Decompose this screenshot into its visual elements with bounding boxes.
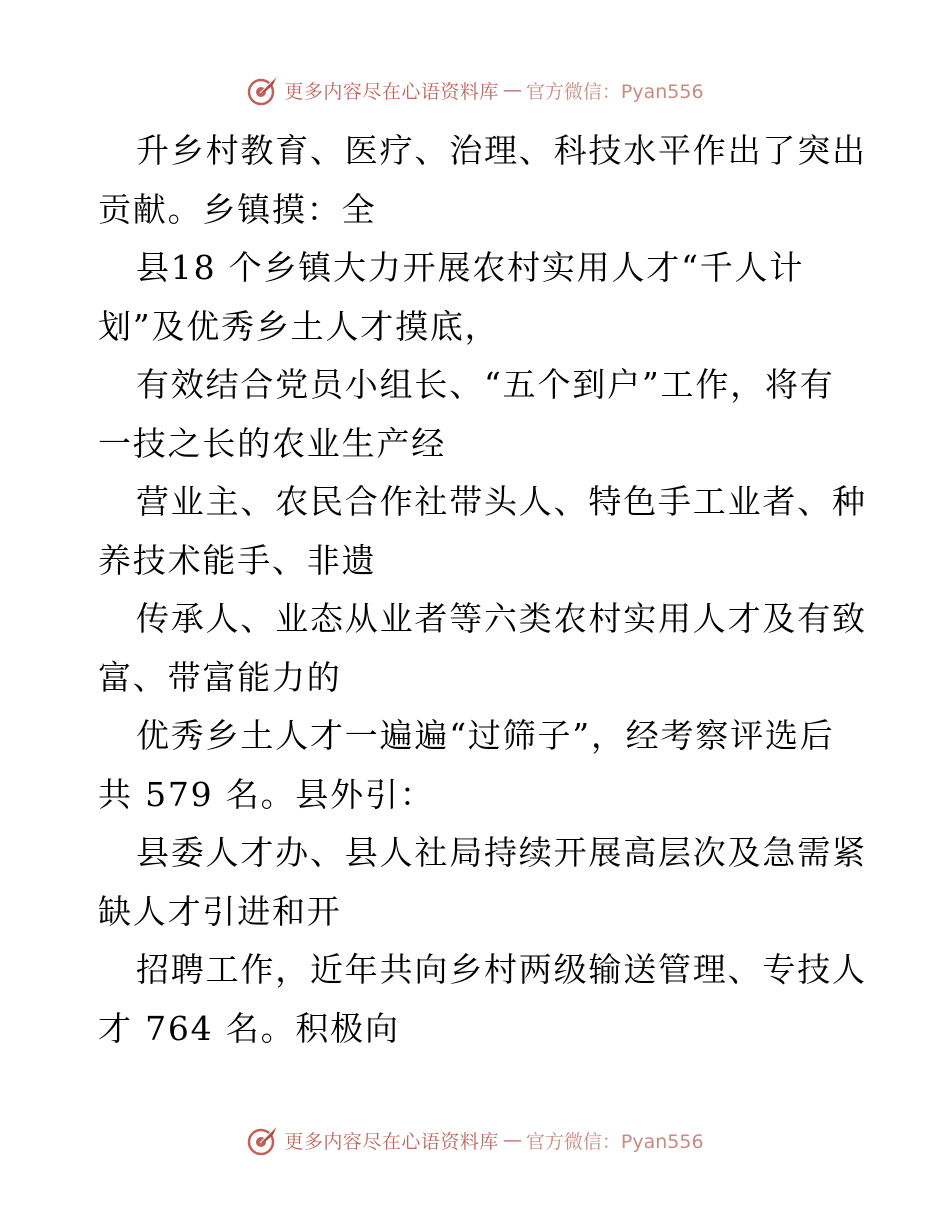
- text-line: 贡献。乡镇摸：全: [98, 189, 377, 229]
- quill-logo-icon: [246, 73, 280, 107]
- text-line: 有效结合党员小组长、“五个到户”工作，将有: [136, 365, 835, 404]
- wechat-contact: 官方微信：Pyan556: [525, 1130, 704, 1153]
- watermark-banner: [246, 73, 703, 107]
- text-line: 缺人才引进和开: [98, 891, 342, 931]
- text-line: 优秀乡土人才一遍遍“过筛子”，经考察评选后: [136, 716, 835, 755]
- document-body: [98, 122, 867, 1058]
- text-line: 共 579 名。县外引：: [98, 774, 435, 814]
- page-header: [0, 70, 950, 110]
- text-line: 县18 个乡镇大力开展农村实用人才“千人计: [136, 248, 805, 287]
- text-line: 县委人才办、县人社局持续开展高层次及急需紧: [136, 833, 867, 872]
- text-line: 传承人、业态从业者等六类农村实用人才及有致: [136, 599, 867, 638]
- watermark-banner: [246, 1123, 703, 1157]
- page-footer: [0, 1120, 950, 1160]
- text-line: 升乡村教育、医疗、治理、科技水平作出了突出: [136, 131, 867, 170]
- brand-text: 更多内容尽在心语资料库: [284, 1130, 499, 1153]
- text-line: 招聘工作，近年共向乡村两级输送管理、专技人: [136, 950, 867, 989]
- separator-dash: —: [502, 79, 522, 101]
- quill-logo-icon: [246, 1123, 280, 1157]
- text-line: 划”及优秀乡土人才摸底，: [98, 306, 500, 346]
- text-line: 营业主、农民合作社带头人、特色手工业者、种: [136, 482, 867, 521]
- text-line: 才 764 名。积极向: [98, 1008, 400, 1048]
- text-line: 养技术能手、非遗: [98, 540, 377, 580]
- text-line: 富、带富能力的: [98, 657, 342, 697]
- text-line: 一技之长的农业生产经: [98, 423, 446, 463]
- brand-text: 更多内容尽在心语资料库: [284, 80, 499, 103]
- wechat-contact: 官方微信：Pyan556: [525, 80, 704, 103]
- separator-dash: —: [502, 1129, 522, 1151]
